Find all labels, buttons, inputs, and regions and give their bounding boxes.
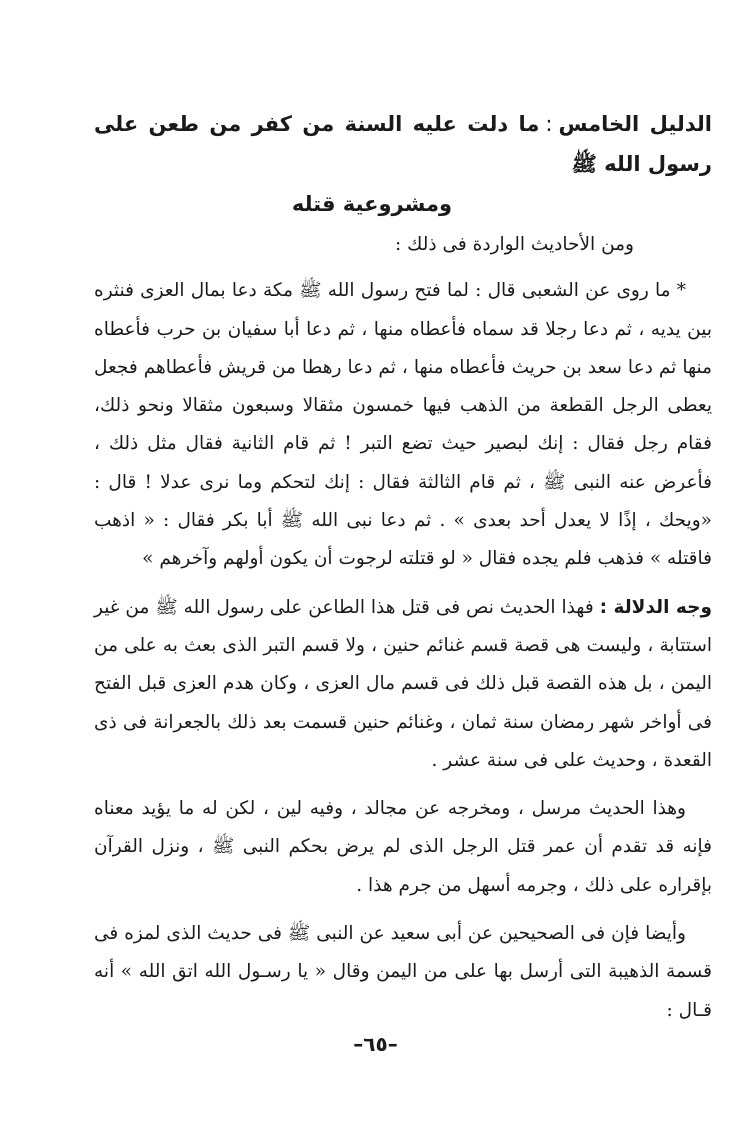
heading-continuation: ومشروعية قتله [291, 192, 452, 216]
sahihayn-paragraph: وأيضا فإن فى الصحيحين عن أبى سعيد عن النبى ﷺ فى حديث الذى لمزه فى قسمة الذهيبة التى أرسل بها على من اليمن وقال « يا رسـول الله اتق الله » أنه قـال : [94, 923, 712, 1021]
mursal-paragraph: وهذا الحديث مرسل ، ومخرجه عن مجالد ، وفيه لين ، لكن له ما يؤيد معناه فإنه قد تقدم أن عمر قتل الرجل الذى لم يرض بحكم النبى ﷺ ، ونزل القرآن بإقراره على ذلك ، وجرمه أسهل من جرم هذا . [94, 798, 712, 896]
text-block [94, 104, 712, 1030]
page-number: –٦٥– [353, 1032, 398, 1056]
hadith-paragraph: * ما روى عن الشعبى قال : لما فتح رسول الله ﷺ مكة دعا بمال العزى فنثره بين يديه ، ثم دعا رجلا قد سماه فأعطاه منها ، ثم دعا أبا سفيان بن حرب فأعطاه منها ثم دعا سعد بن حريث فأعطاه منها ، ثم دعا رهطا من قريش فأعطاهم فجعل يعطى الرجل القطعة من الذهب فيها خمسون مثقالا وسبعون مثقالا ونحو ذلك، فقام رجل فقال : إنك لبصير حيث تضع التبر ! ثم قام الثانية فقال مثل ذلك ، فأعرض عنه النبى ﷺ ، ثم قام الثالثة فقال : إنك لتحكم وما نرى عدلا ! قال : «ويحك ، إذًا لا يعدل أحد بعدى » . ثم دعا نبى الله ﷺ أبا بكر فقال : « اذهب فاقتله » فذهب فلم يجده فقال « لو قتلته لرجوت أن يكون أولهم وآخرهم » [94, 280, 712, 570]
heading-text: ما دلت عليه السنة من كفر من طعن على رسول الله ﷺ [94, 112, 712, 176]
wajh-paragraph [94, 589, 712, 780]
heading-label: الدليل الخامس [558, 112, 712, 136]
wajh-text: فهذا الحديث نص فى قتل هذا الطاعن على رسول الله ﷺ من غير استتابة ، وليست هى قصة قسم غنائم حنين ، ولا قسم التبر الذى بعث به على من اليمن ، بل هذه القصة قبل ذلك فى قسم مال العزى ، وكان هدم العزى قبل الفتح فى أواخر شهر رمضان سنة ثمان ، وغنائم حنين قسمت بعد ذلك بالجعرانة فى ذى القعدة ، وحديث على فى سنة عشر . [94, 596, 712, 771]
wajh-label: وجه الدلالة : [599, 596, 712, 618]
intro-line: ومن الأحاديث الواردة فى ذلك : [395, 234, 634, 255]
heading-separator: : [545, 112, 553, 136]
section-heading [94, 104, 712, 224]
